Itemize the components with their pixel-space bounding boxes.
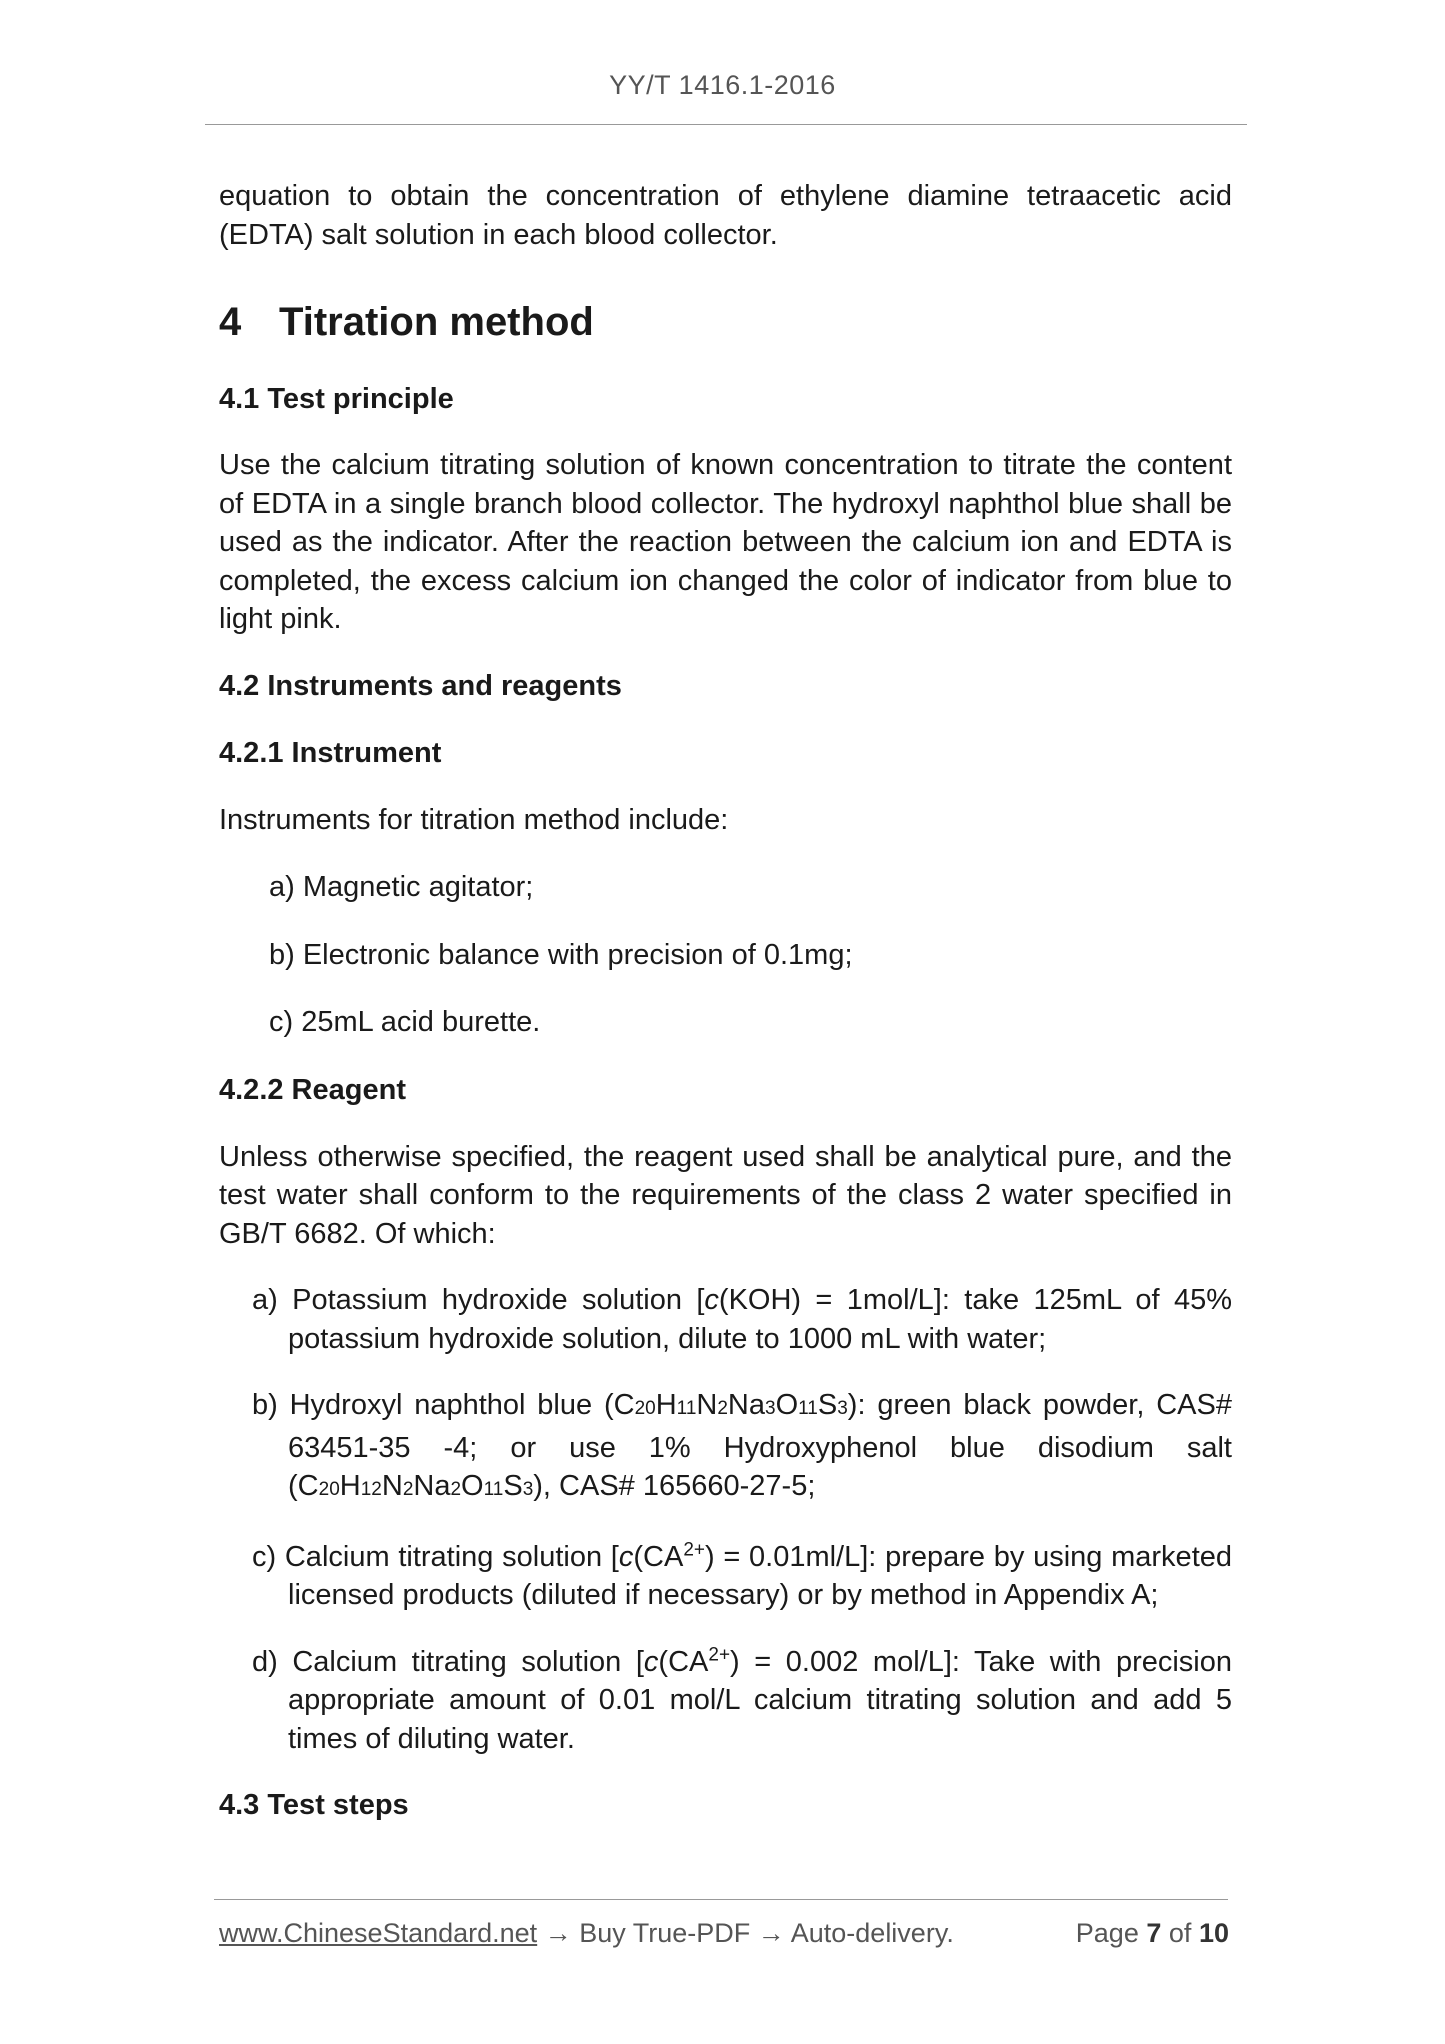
footer-divider bbox=[214, 1899, 1228, 1900]
section-title: Titration method bbox=[279, 300, 594, 344]
instrument-item-c: c) 25mL acid burette. bbox=[269, 1006, 541, 1038]
instrument-item-a: a) Magnetic agitator; bbox=[269, 871, 534, 903]
heading-4-2-2: 4.2.2 Reagent bbox=[219, 1073, 406, 1106]
reagent-intro: Unless otherwise specified, the reagent used shall be analytical pure, and the test water shall conform to the requirements of the class 2 water specified in GB/T 6682. Of which: bbox=[219, 1140, 1232, 1250]
intro-paragraph: equation to obtain the concentration of ethylene diamine tetraacetic acid (EDTA) salt solution in each blood collector. bbox=[219, 180, 1232, 251]
footer-promo-text: → Buy True-PDF → Auto-delivery. bbox=[537, 1918, 954, 1948]
formula-2: C20H12N2Na2O11S3 bbox=[297, 1470, 534, 1502]
heading-4-2-1: 4.2.1 Instrument bbox=[219, 736, 442, 769]
reagent-item-d: d) Calcium titrating solution [$c(CA^{2+}) = 0.002$ mol/L]: Take with precision appropriate amount of 0.01 mol/L calcium titrating solution and add 5 times of diluting water. bbox=[252, 1643, 1232, 1755]
heading-4-1: 4.1 Test principle bbox=[219, 383, 454, 415]
section-number: 4 bbox=[219, 300, 242, 344]
instrument-item-b: b) Electronic balance with precision of 0.1mg; bbox=[269, 938, 853, 971]
document-code-header: YY/T 1416.1-2016 bbox=[609, 70, 836, 100]
section-4-heading bbox=[219, 298, 1232, 346]
formula-1: C20H11N2Na3O11S3 bbox=[613, 1389, 848, 1421]
page-number: Page 7 of 10 bbox=[1075, 1918, 1229, 1948]
reagent-item-c: c) Calcium titrating solution $[c(CA^{2+}) = 0.01ml/L]$: prepare by using marketed licensed products (diluted if necessary) or by method in Appendix A; bbox=[252, 1538, 1233, 1611]
header-divider bbox=[205, 124, 1247, 125]
test-principle-paragraph: Use the calcium titrating solution of known concentration to titrate the content of EDTA in a single branch blood collector. The hydroxyl naphthol blue shall be used as the indicator. After the reaction between the calcium ion and EDTA is completed, the excess calcium ion changed the color of indicator from blue to light pink. bbox=[219, 449, 1232, 635]
heading-4-3: 4.3 Test steps bbox=[219, 1789, 409, 1821]
heading-4-2: 4.2 Instruments and reagents bbox=[219, 669, 622, 702]
page-footer bbox=[219, 1918, 1229, 1949]
reagent-item-a: a) Potassium hydroxide solution [c(KOH) = 1mol/L]: take 125mL of 45% potassium hydroxide solution, dilute to 1000 mL with water; bbox=[252, 1284, 1233, 1355]
reagent-item-b: b) Hydroxyl naphthol blue (C20H11N2Na3O11S3): green black powder, CAS# 63451-35 -4; or use 1% Hydroxyphenol blue disodium salt (C20H12N2Na2O11S3), CAS# 165660-27-5; bbox=[252, 1389, 1232, 1502]
page-content bbox=[219, 177, 1232, 1824]
instruments-intro: Instruments for titration method include: bbox=[219, 803, 729, 836]
website-link[interactable]: www.ChineseStandard.net bbox=[219, 1918, 538, 1948]
